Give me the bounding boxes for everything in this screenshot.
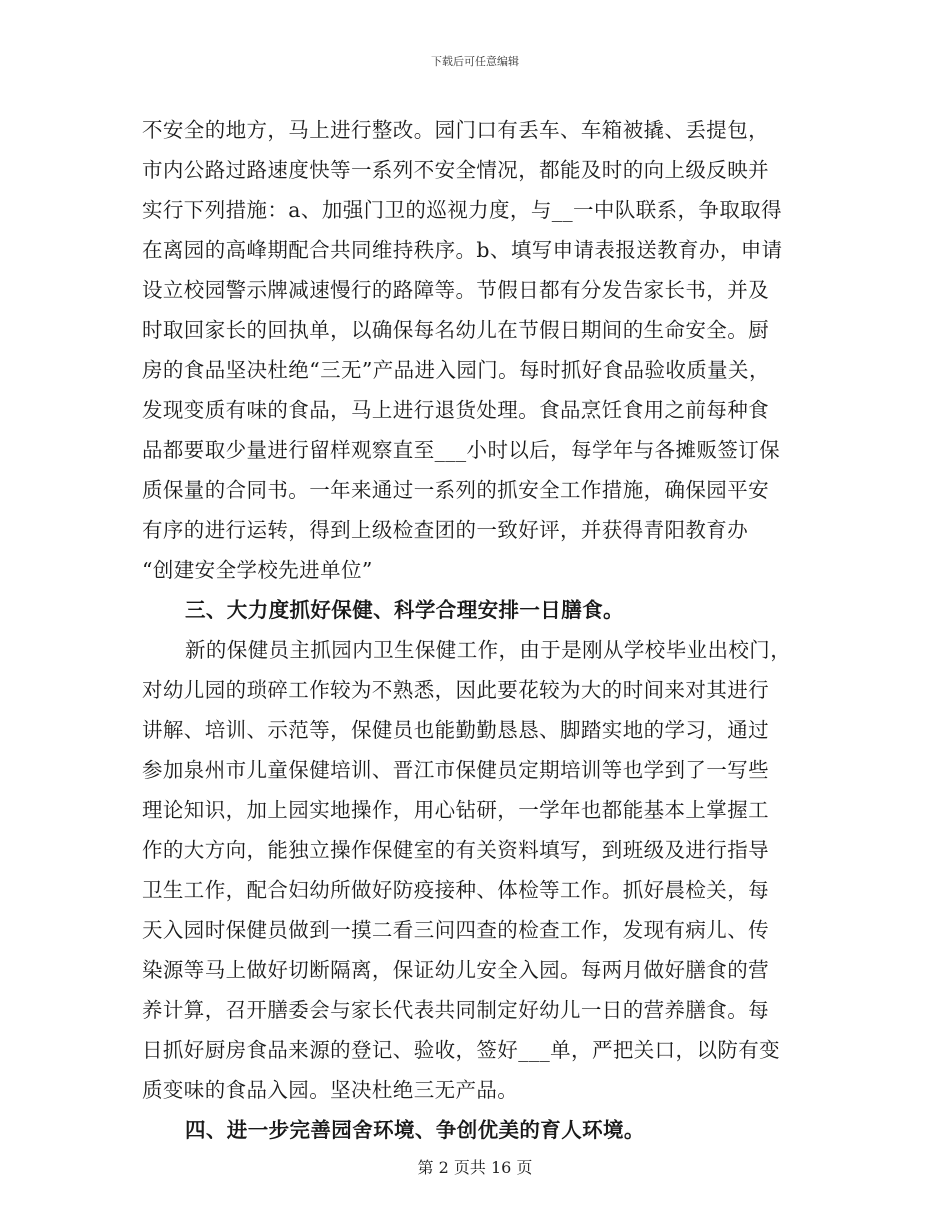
body-line: 在离园的高峰期配合共同维持秩序。b、填写申请表报送教育办，申请 [142, 238, 783, 262]
body-line: 设立校园警示牌减速慢行的路障等。节假日都有分发告家长书，并及 [142, 278, 769, 302]
body-line: 卫生工作，配合妇幼所做好防疫接种、体检等工作。抓好晨检关，每 [142, 878, 769, 902]
body-line: 质变味的食品入园。坚决杜绝三无产品。 [142, 1078, 519, 1102]
body-line: 不安全的地方，马上进行整改。园门口有丢车、车箱被撬、丢提包， [142, 118, 769, 142]
body-line: 品都要取少量进行留样观察直至___小时以后，每学年与各摊贩签订保 [142, 438, 781, 462]
body-line: 时取回家长的回执单，以确保每名幼儿在节假日期间的生命安全。厨 [142, 318, 769, 342]
body-line: 染源等马上做好切断隔离，保证幼儿安全入园。每两月做好膳食的营 [142, 958, 769, 982]
body-line: 讲解、培训、示范等，保健员也能勤勤恳恳、脚踏实地的学习，通过 [142, 718, 769, 742]
body-line: 对幼儿园的琐碎工作较为不熟悉，因此要花较为大的时间来对其进行 [142, 678, 769, 702]
body-line: 作的大方向，能独立操作保健室的有关资料填写，到班级及进行指导 [142, 838, 769, 862]
body-line: 市内公路过路速度快等一系列不安全情况，都能及时的向上级反映并 [142, 158, 769, 182]
body-line: “创建安全学校先进单位” [142, 558, 373, 582]
body-line: 日抓好厨房食品来源的登记、验收，签好___单，严把关口，以防有变 [142, 1038, 781, 1062]
body-line: 实行下列措施：a、加强门卫的巡视力度，与__一中队联系，争取取得 [142, 198, 783, 222]
body-line: 新的保健员主抓园内卫生保健工作，由于是刚从学校毕业出校门， [185, 638, 792, 662]
body-line: 养计算，召开膳委会与家长代表共同制定好幼儿一日的营养膳食。每 [142, 998, 769, 1022]
page-footer: 第 2 页共 16 页 [417, 1158, 533, 1177]
body-line: 天入园时保健员做到一摸二看三问四查的检查工作，发现有病儿、传 [142, 918, 769, 942]
body-line: 参加泉州市儿童保健培训、晋江市保健员定期培训等也学到了一写些 [142, 758, 769, 782]
body-line: 房的食品坚决杜绝“三无”产品进入园门。每时抓好食品验收质量关， [142, 358, 770, 382]
page-header: 下载后可任意编辑 [431, 55, 519, 68]
section-heading-3: 三、大力度抓好保健、科学合理安排一日膳食。 [185, 598, 624, 622]
body-line: 质保量的合同书。一年来通过一系列的抓安全工作措施，确保园平安 [142, 478, 769, 502]
body-line: 发现变质有味的食品，马上进行退货处理。食品烹饪食用之前每种食 [142, 398, 769, 422]
body-line: 理论知识，加上园实地操作，用心钻研，一学年也都能基本上掌握工 [142, 798, 769, 822]
section-heading-4: 四、进一步完善园舍环境、争创优美的育人环境。 [185, 1118, 645, 1142]
body-line: 有序的进行运转，得到上级检查团的一致好评，并获得青阳教育办 [142, 518, 749, 542]
